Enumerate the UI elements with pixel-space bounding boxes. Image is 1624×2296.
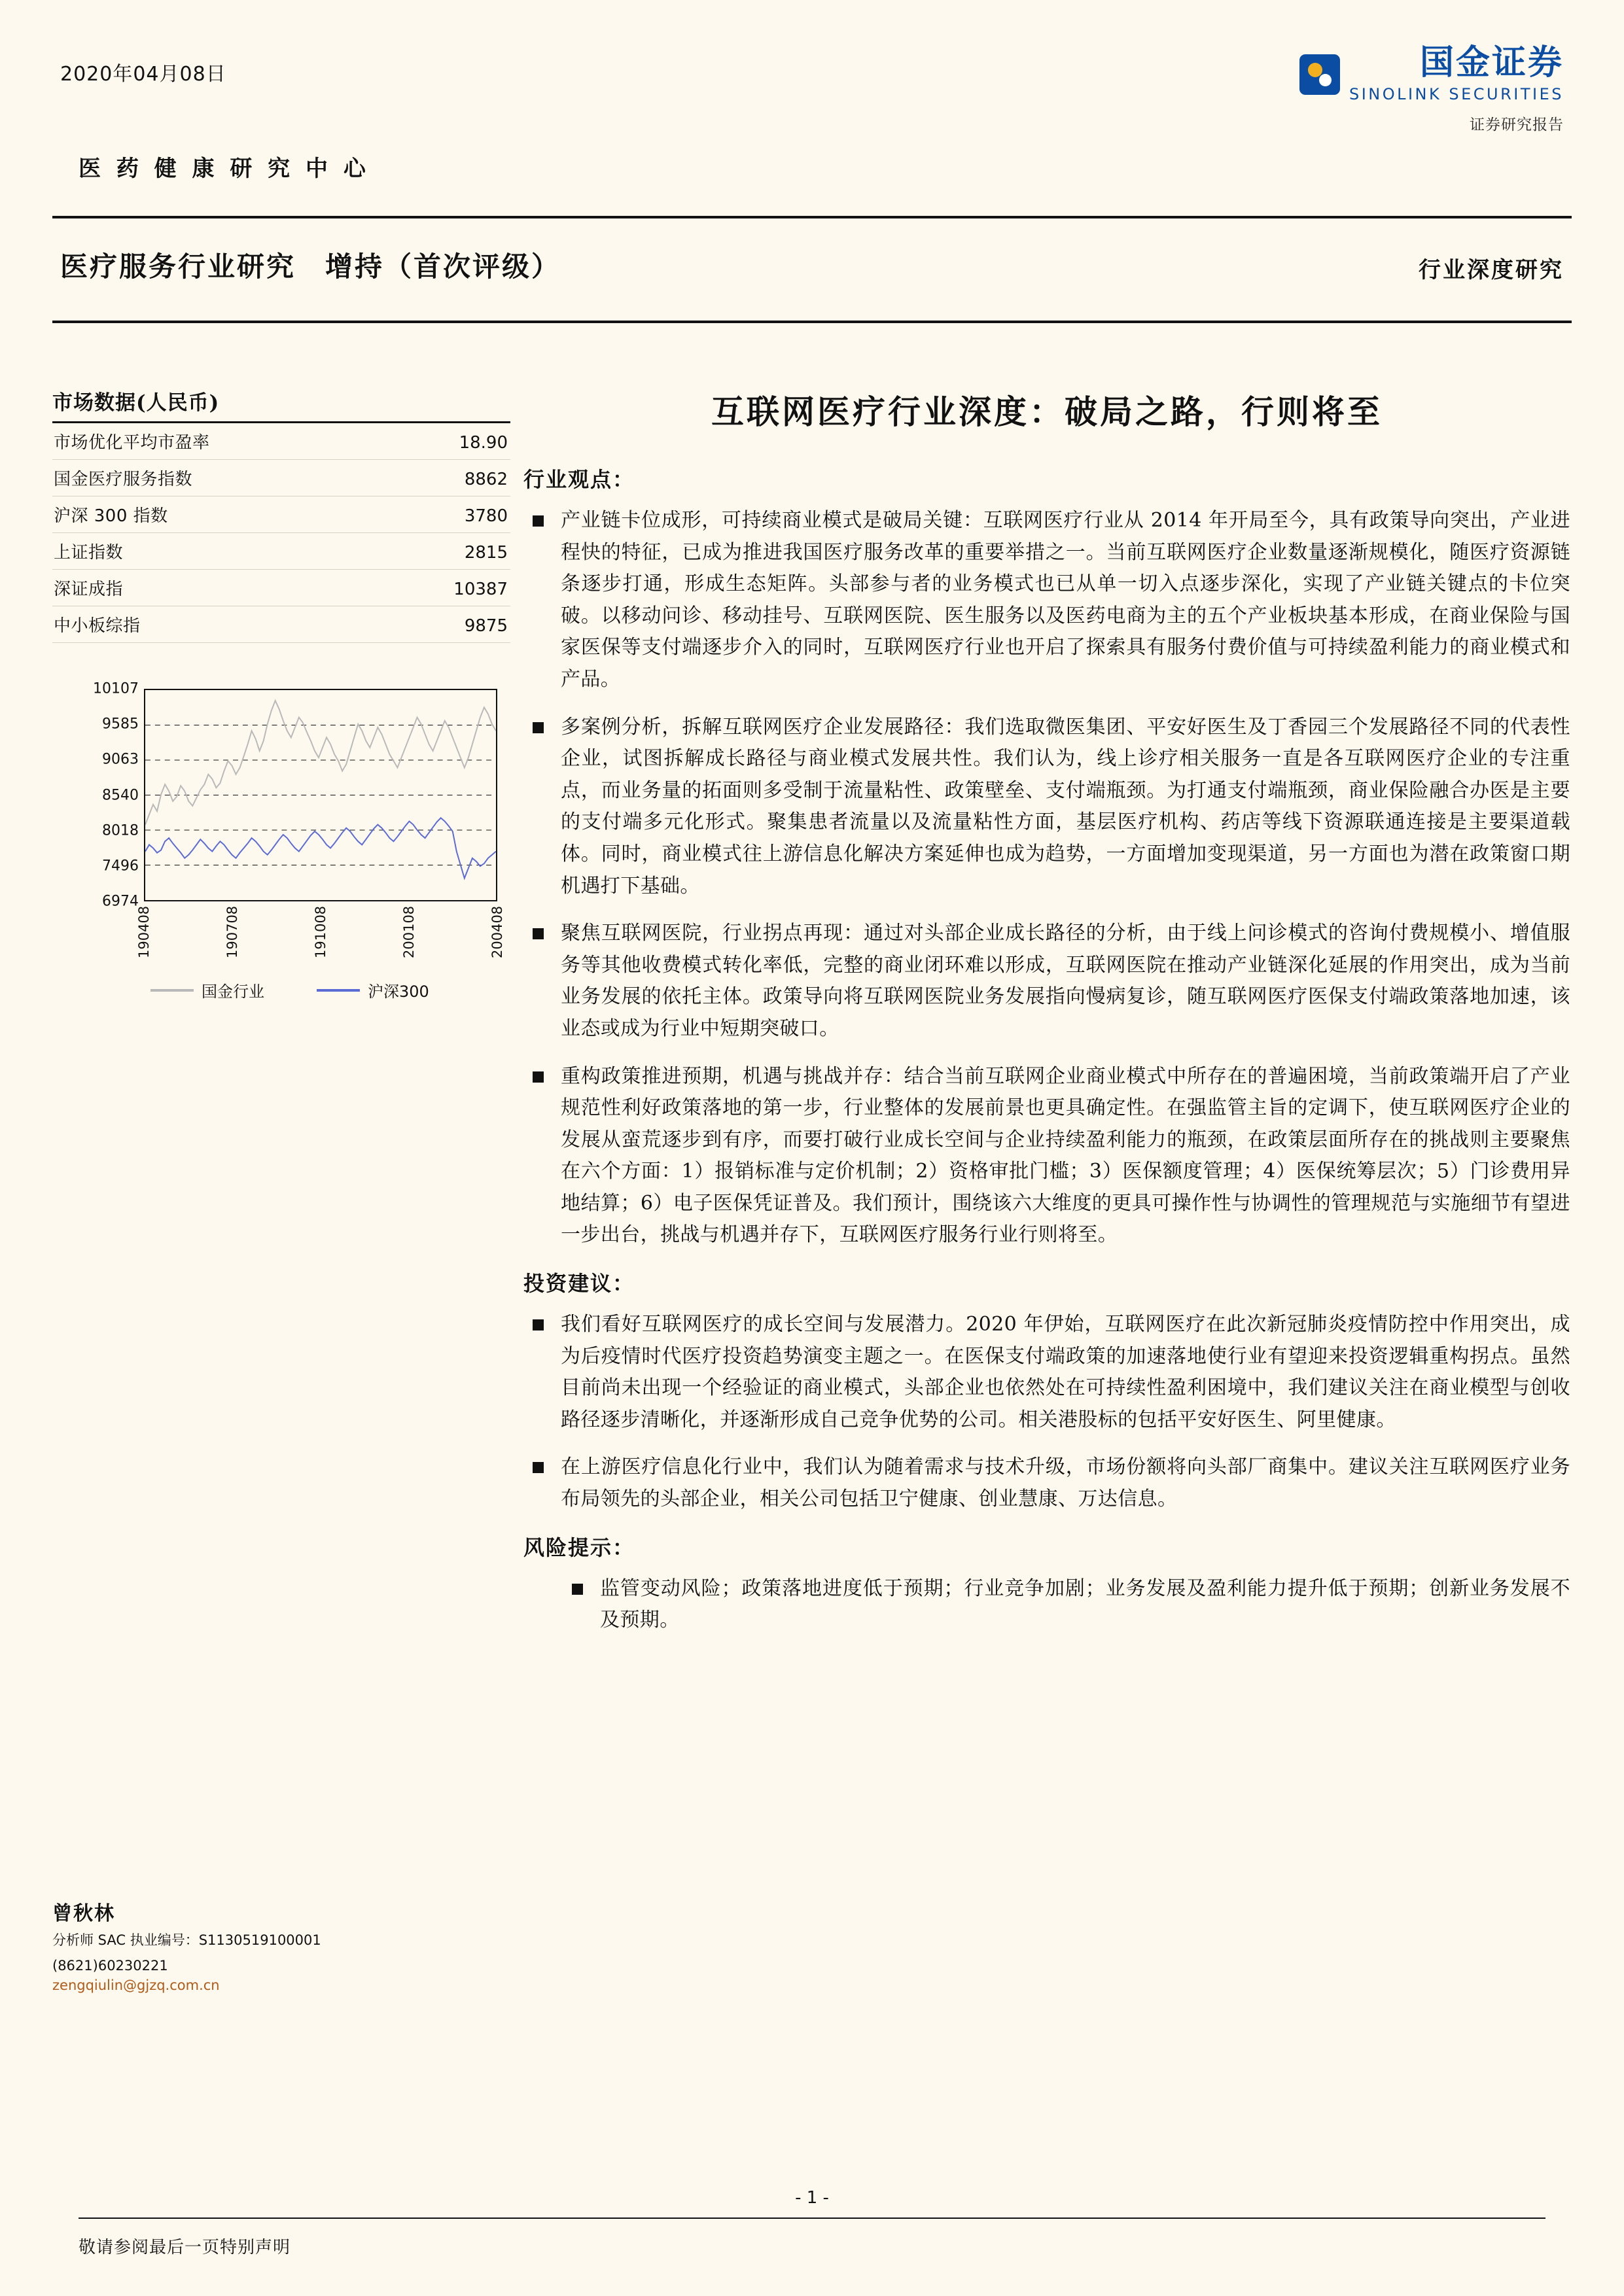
market-row-label: 市场优化平均市盈率 bbox=[54, 433, 210, 453]
chart-y-tick: 8018 bbox=[102, 822, 139, 839]
table-row bbox=[52, 606, 510, 643]
bullet-square-icon bbox=[533, 928, 544, 939]
chart-y-tick: 10107 bbox=[93, 680, 139, 697]
chart-x-tick: 200108 bbox=[401, 905, 417, 958]
list-item bbox=[523, 712, 1570, 903]
legend-label: 沪深300 bbox=[368, 983, 429, 1001]
market-data-title: 市场数据(人民币) bbox=[52, 386, 510, 423]
analyst-info bbox=[52, 1897, 523, 1993]
analyst-email[interactable]: zengqiulin@gjzq.com.cn bbox=[52, 1977, 220, 1994]
table-row bbox=[52, 570, 510, 606]
bullet-text: 重构政策推进预期，机遇与挑战并存：结合当前互联网企业商业模式中所存在的普遍困境，当前政策端开启了产业规范性利好政策落地的第一步，行业整体的发展前景也更具确定性。在强监管主旨的定调下，使互联网医疗企业的发展从蛮荒逐步到有序，而要打破行业成长空间与企业持续盈利能力的瓶颈，在政策层面所存在的挑战则主要聚焦在六个方面：1）报销标准与定价机制；2）资格审批门槛；3）医保额度管理；4）医保统筹层次；5）门诊费用异地结算；6）电子医保凭证普及。我们预计，围绕该六大维度的更具可操作性与协调性的管理规范与实施细节有望进一步出台，挑战与机遇并存下，互联网医疗服务行业行则将至。 bbox=[561, 1064, 1570, 1247]
index-performance-chart bbox=[52, 680, 510, 1001]
chart-y-tick: 8540 bbox=[102, 787, 139, 804]
table-row bbox=[52, 496, 510, 533]
market-row-label: 中小板综指 bbox=[54, 616, 141, 636]
section-heading-view: 行业观点： bbox=[523, 467, 635, 492]
research-center-name: 医 药 健 康 研 究 中 心 bbox=[79, 156, 370, 182]
header-divider-bottom bbox=[52, 321, 1572, 323]
bullet-text: 监管变动风险；政策落地进度低于预期；行业竞争加剧；业务发展及盈利能力提升低于预期；创新业务发展不及预期。 bbox=[600, 1576, 1570, 1632]
report-date: 2020年04月08日 bbox=[60, 63, 226, 86]
chart-y-tick: 6974 bbox=[102, 893, 139, 910]
bullet-square-icon bbox=[533, 515, 544, 527]
list-item bbox=[523, 1309, 1570, 1436]
page-number: - 1 - bbox=[795, 2188, 829, 2208]
analyst-phone: (8621)60230221 bbox=[52, 1957, 168, 1974]
chart-legend bbox=[150, 979, 429, 1001]
market-row-value: 9875 bbox=[464, 616, 508, 636]
chart-y-tick: 9063 bbox=[102, 751, 139, 768]
section-heading-advice: 投资建议： bbox=[523, 1271, 635, 1296]
analyst-license: 分析师 SAC 执业编号：S1130519100001 bbox=[52, 1932, 321, 1948]
report-body bbox=[523, 386, 1570, 1652]
chart-x-tick: 190708 bbox=[224, 905, 240, 958]
market-row-value: 2815 bbox=[464, 543, 508, 563]
bullet-square-icon bbox=[572, 1584, 583, 1595]
header-divider-top bbox=[52, 216, 1572, 218]
logo-english-name: SINOLINK SECURITIES bbox=[1349, 85, 1564, 103]
chart-svg bbox=[145, 690, 496, 900]
table-row bbox=[52, 533, 510, 570]
list-item bbox=[563, 1573, 1570, 1637]
bullet-text: 我们看好互联网医疗的成长空间与发展潜力。2020 年伊始，互联网医疗在此次新冠肺炎疫情防控中作用突出，成为后疫情时代医疗投资趋势演变主题之一。在医保支付端政策的加速落地使行业有望迎来投资逻辑重构拐点。虽然目前尚未出现一个经验证的商业模式，头部企业也依然处在可持续性盈利困境中，我们建议关注在商业模型与创收路径逐步清晰化，并逐渐形成自己竞争优势的公司。相关港股标的包括平安好医生、阿里健康。 bbox=[561, 1313, 1570, 1431]
table-row bbox=[52, 460, 510, 496]
chart-y-tick: 7496 bbox=[102, 858, 139, 875]
list-item bbox=[523, 505, 1570, 696]
footer-divider bbox=[79, 2218, 1545, 2219]
market-row-label: 上证指数 bbox=[54, 543, 124, 563]
bullet-text: 产业链卡位成形，可持续商业模式是破局关键：互联网医疗行业从 2014 年开局至今，具有政策导向突出，产业进程快的特征，已成为推进我国医疗服务改革的重要举措之一。当前互联网医疗企业数量逐渐规模化，随医疗资源链条逐步打通，形成生态矩阵。头部参与者的业务模式也已从单一切入点逐步深化，实现了产业链关键点的卡位突破。以移动问诊、移动挂号、互联网医院、医生服务以及医药电商为主的五个产业板块基本形成，在商业保险与国家医保等支付端逐步介入的同时，互联网医疗行业也开启了探索具有服务付费价值与可持续盈利能力的商业模式和产品。 bbox=[561, 509, 1570, 691]
report-type-label: 证券研究报告 bbox=[1470, 116, 1564, 133]
bullet-text: 聚焦互联网医院，行业拐点再现：通过对头部企业成长路径的分析，由于线上问诊模式的咨询付费规模小、增值服务等其他收费模式转化率低，完整的商业闭环难以形成，互联网医院在推动产业链深化延展的作用突出，成为当前业务发展的依托主体。政策导向将互联网医院业务发展指向慢病复诊，随互联网医疗医保支付端政策落地加速，该业态或成为行业中短期突破口。 bbox=[561, 922, 1570, 1040]
legend-swatch bbox=[317, 989, 360, 992]
bullet-square-icon bbox=[533, 1319, 544, 1331]
legend-item bbox=[150, 979, 264, 1001]
footer-note: 敬请参阅最后一页特别声明 bbox=[79, 2238, 291, 2257]
legend-label: 国金行业 bbox=[202, 983, 264, 1001]
chart-x-tick: 190408 bbox=[136, 905, 152, 958]
industry-rating-title: 医疗服务行业研究 增持（首次评级） bbox=[60, 251, 561, 283]
market-row-value: 10387 bbox=[453, 580, 508, 599]
chart-x-tick: 191008 bbox=[313, 905, 328, 958]
bullet-text: 在上游医疗信息化行业中，我们认为随着需求与技术升级，市场份额将向头部厂商集中。建议关注互联网医疗业务布局领先的头部企业，相关公司包括卫宁健康、创业慧康、万达信息。 bbox=[561, 1455, 1570, 1511]
legend-item bbox=[317, 979, 429, 1001]
analyst-name: 曾秋林 bbox=[52, 1902, 115, 1925]
chart-x-tick: 200408 bbox=[489, 905, 505, 958]
market-row-label: 国金医疗服务指数 bbox=[54, 470, 193, 489]
section-heading-risk: 风险提示： bbox=[523, 1535, 635, 1560]
company-logo bbox=[1299, 43, 1564, 134]
logo-chinese-name: 国金证券 bbox=[1419, 43, 1564, 82]
market-row-value: 18.90 bbox=[459, 433, 508, 453]
legend-swatch bbox=[150, 989, 194, 992]
market-row-label: 沪深 300 指数 bbox=[54, 506, 168, 526]
list-item bbox=[523, 1452, 1570, 1515]
chart-plot-area bbox=[144, 689, 497, 901]
market-row-label: 深证成指 bbox=[54, 580, 124, 599]
market-row-value: 8862 bbox=[464, 470, 508, 489]
report-category: 行业深度研究 bbox=[1419, 257, 1564, 283]
bullet-square-icon bbox=[533, 1071, 544, 1083]
market-row-value: 3780 bbox=[464, 506, 508, 526]
table-row bbox=[52, 423, 510, 460]
bullet-square-icon bbox=[533, 1462, 544, 1473]
list-item bbox=[523, 1061, 1570, 1252]
bullet-text: 多案例分析，拆解互联网医疗企业发展路径：我们选取微医集团、平安好医生及丁香园三个发展路径不同的代表性企业，试图拆解成长路径与商业模式发展共性。我们认为，线上诊疗相关服务一直是各互联网医疗企业的专注重点，而业务量的拓面则多受制于流量粘性、政策壁垒、支付端瓶颈。为打通支付端瓶颈，商业保险融合办医是主要的支付端多元化形式。聚集患者流量以及流量粘性方面，基层医疗机构、药店等线下资源联通连接是主要渠道载体。同时，商业模式往上游信息化解决方案延伸也成为趋势，一方面增加变现渠道，另一方面也为潜在政策窗口期机遇打下基础。 bbox=[561, 715, 1570, 897]
sinolink-logo-icon bbox=[1299, 54, 1340, 95]
bullet-square-icon bbox=[533, 722, 544, 733]
list-item bbox=[523, 918, 1570, 1045]
left-sidebar bbox=[52, 386, 510, 1001]
chart-y-tick: 9585 bbox=[102, 716, 139, 733]
page-title: 互联网医疗行业深度：破局之路，行则将至 bbox=[711, 392, 1383, 431]
